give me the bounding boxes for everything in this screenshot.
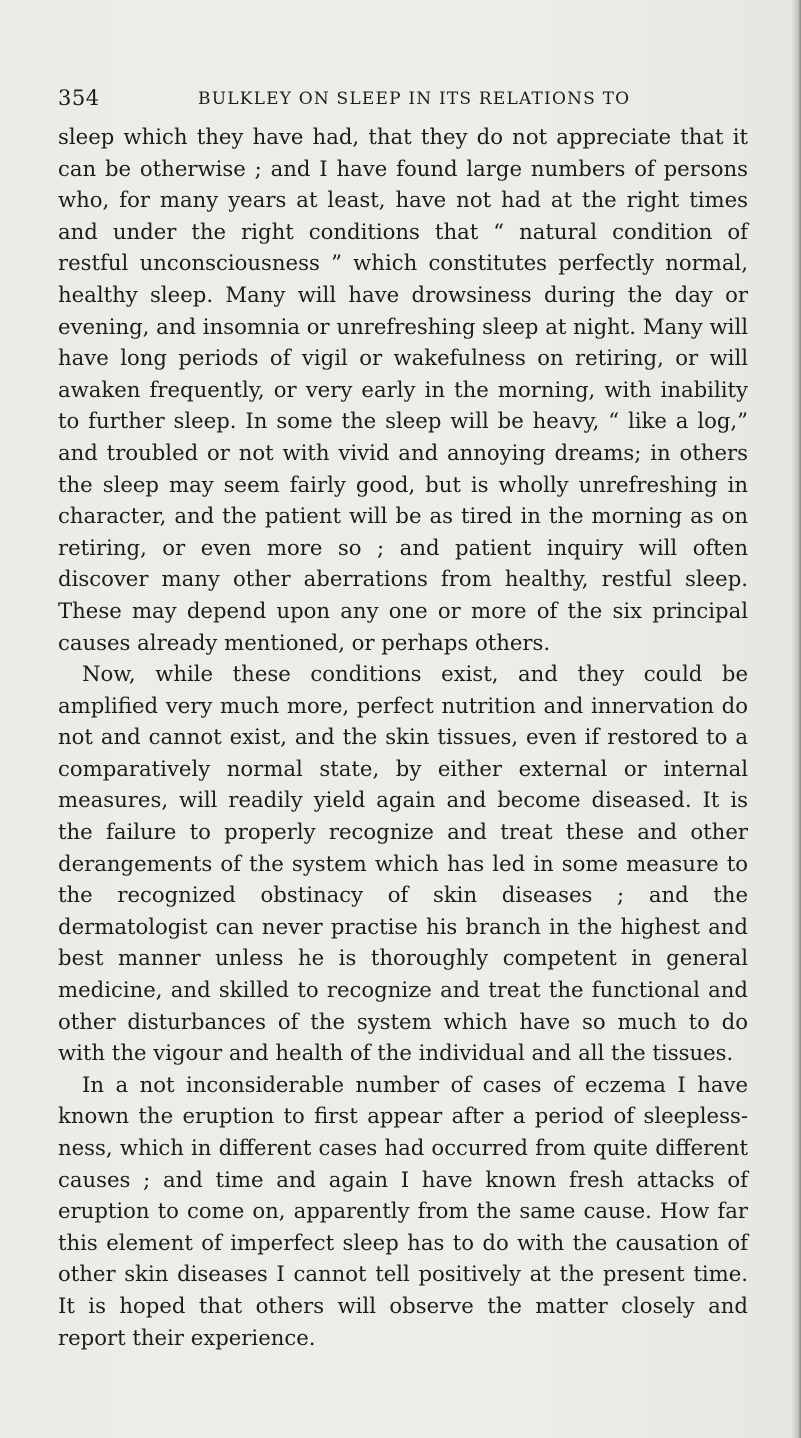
page-header	[58, 86, 748, 118]
page-edge-shadow	[791, 0, 801, 1438]
paragraph: sleep which they have had, that they do not appreciate that it can be otherwise ; and I have found large numbers of persons who, for many years at least, have not had at the right times and under the right conditions that “ natural condition of restful unconsciousness ” which constitutes perfectly normal, healthy sleep. Many will have drowsiness during the day or evening, and insomnia or unrefreshing sleep at night. Many will have long periods of vigil or wakefulness on retiring, or will awaken frequently, or very early in the morning, with inability to further sleep. In some the sleep will be heavy, “ like a log,” and troubled or not with vivid and annoying dreams; in others the sleep may seem fairly good, but is wholly unrefreshing in character, and the patient will be as tired in the morning as on retiring, or even more so ; and patient inquiry will often discover many other aberrations from healthy, restful sleep. These may depend upon any one or more of the six principal causes already mentioned, or perhaps others.	[58, 124, 748, 655]
paragraph: In a not inconsiderable number of cases of eczema I have known the eruption to first appear after a period of sleepless-ness, which in different cases had occurred from quite different causes ; and time and again I have known fresh attacks of eruption to come on, apparently from the same cause. How far this element of imperfect sleep has to do with the causation of other skin diseases I cannot tell positively at the present time. It is hoped that others will observe the matter closely and report their experience.	[58, 1071, 748, 1350]
paragraph: Now, while these conditions exist, and they could be amplified very much more, perfect nutrition and innervation do not and cannot exist, and the skin tissues, even if restored to a comparatively normal state, by either external or internal measures, will readily yield again and become diseased. It is the failure to properly recognize and treat these and other derangements of the system which has led in some measure to the recognized obstinacy of skin diseases ; and the dermatologist can never practise his branch in the highest and best manner unless he is thoroughly competent in general medicine, and skilled to recognize and treat the functional and other disturbances of the system which have so much to do with the vigour and health of the individual and all the tissues.	[58, 661, 748, 1066]
body-text	[58, 121, 748, 1353]
page-number: 354	[58, 86, 100, 110]
running-title: BULKLEY ON SLEEP IN ITS RELATIONS TO	[198, 89, 631, 109]
